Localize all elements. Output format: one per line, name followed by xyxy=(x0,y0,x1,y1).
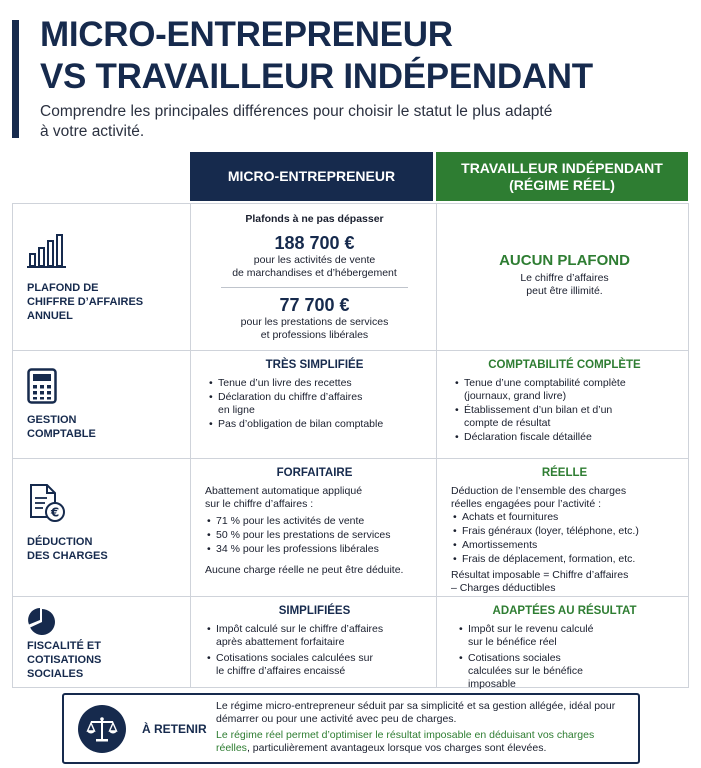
page-title xyxy=(40,14,680,98)
accent-bar xyxy=(12,20,19,138)
retenir-text-reel-rest: , particulièrement avantageux lorsque vos charges sont élevées. xyxy=(246,741,547,754)
row-label-text-gestion: GESTION COMPTABLE xyxy=(27,414,96,440)
row-label-plafond xyxy=(13,204,191,350)
deduction-formula-1: Résultat imposable = Chiffre d’affaires xyxy=(451,569,629,581)
divider xyxy=(221,287,408,288)
cell-micro-fiscalite xyxy=(191,597,437,687)
fiscalite-micro-list xyxy=(205,623,424,678)
row-deduction xyxy=(13,459,688,597)
deduction-micro-intro: Abattement automatique appliqué sur le chiffre d’affaires : xyxy=(205,485,363,510)
plafond-indep-desc-1: Le chiffre d’affaires xyxy=(520,272,609,284)
page-subtitle: Comprendre les principales différences pour choisir le statut le plus adapté à votre activité. xyxy=(40,103,553,140)
list-item: • Tenue d’un livre des recettes xyxy=(207,377,424,390)
cell-indep-deduction xyxy=(437,459,688,596)
svg-text:€: € xyxy=(50,505,60,520)
gestion-micro-title: TRÈS SIMPLIFIÉE xyxy=(265,359,364,371)
bar-chart-icon xyxy=(27,232,67,275)
column-header-independant xyxy=(436,152,688,201)
list-item: • Frais généraux (loyer, téléphone, etc.) xyxy=(451,525,678,538)
deduction-indep-intro: Déduction de l’ensemble des charges réelles engagées pour l’activité : xyxy=(451,485,627,510)
plafond-desc-vente-1: pour les activités de vente xyxy=(253,254,376,266)
list-item: • Amortissements xyxy=(451,539,678,552)
cell-indep-plafond xyxy=(437,204,688,350)
fiscalite-indep-list xyxy=(457,623,678,691)
document-euro-icon xyxy=(27,483,67,528)
calculator-icon xyxy=(27,368,57,409)
row-label-text-plafond: PLAFOND DE CHIFFRE D’AFFAIRES ANNUEL xyxy=(27,282,144,322)
column-header-micro-label: MICRO-ENTREPRENEUR xyxy=(227,168,396,184)
plafond-indep-title: AUCUN PLAFOND xyxy=(499,252,630,269)
deduction-indep-title: RÉELLE xyxy=(541,467,588,479)
list-item: • Cotisations sociales calculées sur le bénéfice imposable xyxy=(457,652,607,691)
plafond-desc-vente-2: de marchandises et d’hébergement xyxy=(232,267,397,279)
deduction-formula-2: – Charges déductibles xyxy=(451,582,556,594)
list-item: • Achats et fournitures xyxy=(451,511,678,524)
deduction-micro-note: Aucune charge réelle ne peut être déduite. xyxy=(205,564,404,576)
plafond-indep-desc-2: peut être illimité. xyxy=(526,285,603,297)
row-fiscalite xyxy=(13,597,688,690)
retenir-text-reel xyxy=(216,729,621,755)
list-item: • Déclaration fiscale détaillée xyxy=(453,431,678,444)
list-item: • Impôt calculé sur le chiffre d’affaires après abattement forfaitaire xyxy=(205,623,390,649)
list-item: • 50 % pour les prestations de services xyxy=(205,529,424,542)
row-label-gestion xyxy=(13,351,191,458)
row-label-text-deduction: DÉDUCTION DES CHARGES xyxy=(27,536,108,562)
plafond-amount-services: 77 700 € xyxy=(279,295,350,315)
plafond-micro-title: Plafonds à ne pas dépasser xyxy=(245,213,384,225)
cell-indep-gestion xyxy=(437,351,688,458)
retenir-text xyxy=(216,700,621,758)
deduction-micro-list xyxy=(205,515,424,556)
pie-chart-icon xyxy=(27,607,57,642)
row-label-fiscalite xyxy=(13,597,191,687)
column-header-micro xyxy=(190,152,433,201)
column-header-indep-line2: (RÉGIME RÉEL) xyxy=(509,176,615,193)
retenir-text-reel-highlight: Le régime réel permet d’optimiser le résultat imposable en déduisant vos charges réelles xyxy=(216,728,595,754)
column-header-indep-line1: TRAVAILLEUR INDÉPENDANT xyxy=(461,159,663,176)
gestion-micro-list xyxy=(207,377,424,431)
fiscalite-micro-title: SIMPLIFIÉES xyxy=(278,605,351,617)
row-plafond xyxy=(13,204,688,351)
title-line-1: MICRO-ENTREPRENEUR xyxy=(40,15,453,54)
cell-micro-deduction xyxy=(191,459,437,596)
gestion-indep-list xyxy=(453,377,678,444)
plafond-amount-vente: 188 700 € xyxy=(274,233,355,253)
retenir-label: À RETENIR xyxy=(142,721,207,736)
list-item: • Pas d’obligation de bilan comptable xyxy=(207,418,424,431)
plafond-desc-services-1: pour les prestations de services xyxy=(240,316,389,328)
list-item: • Frais de déplacement, formation, etc. xyxy=(451,553,678,566)
row-label-text-fiscalite: FISCALITÉ ET COTISATIONS SOCIALES xyxy=(27,640,102,680)
retenir-box xyxy=(62,693,640,764)
deduction-micro-title: FORFAITAIRE xyxy=(276,467,353,479)
cell-indep-fiscalite xyxy=(437,597,688,690)
list-item: • Impôt sur le revenu calculé sur le bénéfice réel xyxy=(457,623,607,649)
list-item: • Cotisations sociales calculées sur le chiffre d’affaires encaissé xyxy=(205,652,380,678)
list-item: • Tenue d’une comptabilité complète (journaux, grand livre) xyxy=(453,377,653,403)
scales-icon xyxy=(78,705,126,753)
deduction-indep-list xyxy=(451,511,678,566)
fiscalite-indep-title: ADAPTÉES AU RÉSULTAT xyxy=(492,605,637,617)
list-item: • 34 % pour les professions libérales xyxy=(205,543,424,556)
plafond-desc-services-2: et professions libérales xyxy=(260,329,369,341)
row-gestion xyxy=(13,351,688,459)
retenir-text-micro: Le régime micro-entrepreneur séduit par sa simplicité et sa gestion allégée, idéal pour démarrer ou pour une activité avec peu de charges. xyxy=(216,699,616,725)
list-item: • Déclaration du chiffre d’affaires en ligne xyxy=(207,391,367,417)
list-item: • 71 % pour les activités de vente xyxy=(205,515,424,528)
cell-micro-gestion xyxy=(191,351,437,458)
list-item: • Établissement d’un bilan et d’un compte de résultat xyxy=(453,404,618,430)
title-line-2: VS TRAVAILLEUR INDÉPENDANT xyxy=(40,57,593,96)
gestion-indep-title: COMPTABILITÉ COMPLÈTE xyxy=(488,359,641,371)
row-label-deduction xyxy=(13,459,191,596)
comparison-table xyxy=(12,203,689,688)
cell-micro-plafond xyxy=(191,204,437,350)
